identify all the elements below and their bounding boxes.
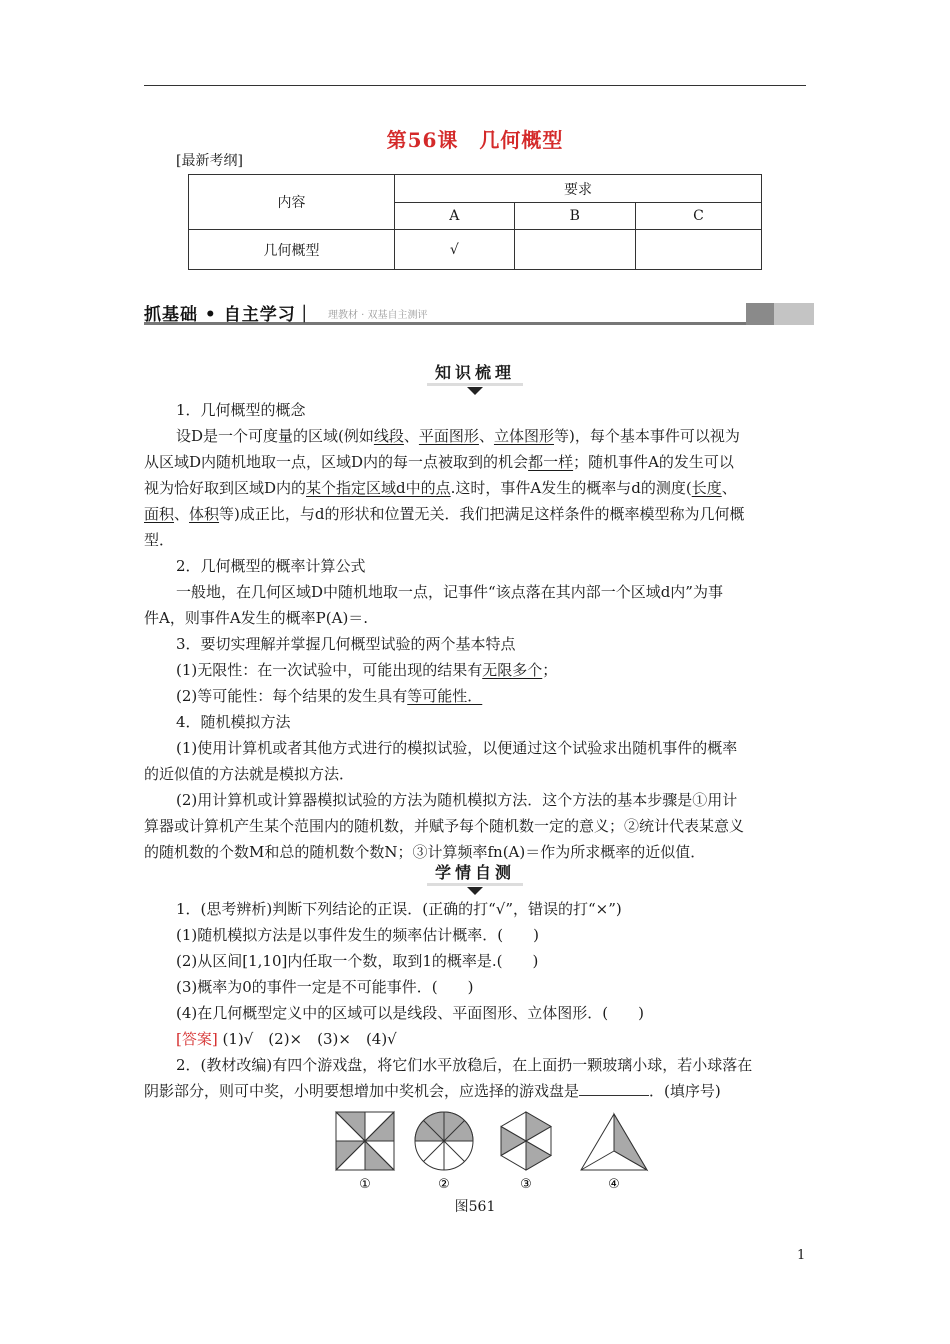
answer-text: (1)√ (2)× (3)× (4)√ — [222, 1030, 397, 1048]
k4-item1-line1: (1)使用计算机或者其他方式进行的模拟试验，以便通过这个试验求出随机事件的概率 — [176, 739, 738, 757]
board-label-2: ② — [438, 1177, 450, 1192]
row-label: 几何概型 — [189, 230, 395, 270]
requirements-table — [188, 174, 762, 270]
k1-title: 1．几何概型的概念 — [176, 401, 306, 419]
k2-line2: 件A，则事件A发生的概率P(A)＝. — [144, 609, 369, 627]
section-arrow-icon — [467, 887, 483, 895]
level-c: C — [636, 203, 762, 230]
section-selftest — [0, 860, 950, 895]
k4-item2-line2: 算器或计算机产生某个范围内的随机数，并赋予每个随机数一定的意义；②统计代表某意义 — [144, 817, 745, 835]
lesson-title: 第56课 几何概型 — [386, 128, 564, 152]
board-4-triangle — [581, 1114, 647, 1170]
board-label-4: ④ — [608, 1177, 620, 1192]
mark-c — [636, 230, 762, 270]
q1-item1: (1)随机模拟方法是以事件发生的频率估计概率．( ) — [176, 926, 539, 944]
level-a: A — [395, 203, 515, 230]
k1-line2: 从区域D内随机地取一点，区域D内的每一点被取到的机会都一样；随机事件A的发生可以 — [144, 453, 734, 471]
content-header: 内容 — [189, 175, 395, 230]
section-knowledge — [0, 360, 950, 395]
answer-line — [176, 1026, 814, 1052]
section-arrow-icon — [467, 387, 483, 395]
q1-item2: (2)从区间[1,10]内任取一个数，取到1的概率是.( ) — [176, 952, 539, 970]
section-underline — [427, 383, 523, 386]
outline-label: [最新考纲] — [176, 153, 243, 169]
mark-a: √ — [395, 230, 515, 270]
board-3-hexagon — [501, 1112, 551, 1170]
figure-caption: 图561 — [454, 1199, 496, 1215]
k2-line1: 一般地，在几何区域D中随机地取一点，记事件“该点落在其内部一个区域d内”为事 — [176, 583, 723, 601]
q2-line2: 阴影部分，则可中奖，小明要想增加中奖机会，应选择的游戏盘是 ．(填序号) — [144, 1082, 721, 1100]
board-1-square — [336, 1112, 394, 1170]
banner-block-dark — [746, 303, 774, 325]
top-rule — [144, 85, 806, 86]
k4-item2-line1: (2)用计算机或计算器模拟试验的方法为随机模拟方法．这个方法的基本步骤是①用计 — [176, 791, 738, 809]
k3-title: 3．要切实理解并掌握几何概型试验的两个基本特点 — [176, 635, 516, 653]
section-banner — [144, 300, 814, 326]
game-boards-figure — [334, 1110, 654, 1192]
k2-title: 2．几何概型的概率计算公式 — [176, 557, 366, 575]
answer-label: [答案] — [176, 1030, 218, 1048]
k3-item1: (1)无限性：在一次试验中，可能出现的结果有无限多个； — [176, 661, 558, 679]
q1-item4: (4)在几何概型定义中的区域可以是线段、平面图形、立体图形．( ) — [176, 1004, 644, 1022]
mark-b — [514, 230, 635, 270]
k1-line1: 设D是一个可度量的区域(例如线段、平面图形、立体图形等)，每个基本事件可以视为 — [176, 427, 740, 445]
q1-title: 1．(思考辨析)判断下列结论的正误．(正确的打“√”，错误的打“×”) — [176, 900, 622, 918]
q1-item3: (3)概率为0的事件一定是不可能事件．( ) — [176, 978, 474, 996]
k1-line5: 型． — [144, 531, 175, 549]
board-label-3: ③ — [520, 1177, 532, 1192]
k3-item2: (2)等可能性：每个结果的发生具有等可能性． — [176, 687, 483, 705]
k1-line3: 视为恰好取到区域D内的某个指定区域d中的点.这时，事件A发生的概率与d的测度(长度、 — [144, 479, 737, 497]
k4-title: 4．随机模拟方法 — [176, 713, 291, 731]
board-2-circle — [415, 1112, 473, 1170]
requirements-header: 要求 — [395, 175, 762, 203]
section-selftest-title: 学情自测 — [434, 863, 515, 882]
k4-item2-line3: 的随机数的个数M和总的随机数个数N；③计算频率fn(A)＝作为所求概率的近似值． — [144, 843, 706, 861]
answer-blank — [579, 1081, 649, 1096]
level-b: B — [514, 203, 635, 230]
k4-item1-line2: 的近似值的方法就是模拟方法． — [144, 765, 355, 783]
section-knowledge-title: 知识梳理 — [434, 363, 515, 382]
board-label-1: ① — [359, 1177, 371, 1192]
banner-block-light — [774, 303, 814, 325]
page-number: 1 — [797, 1248, 806, 1263]
q2-line1: 2．(教材改编)有四个游戏盘，将它们水平放稳后，在上面扔一颗玻璃小球，若小球落在 — [176, 1056, 753, 1074]
banner-subtitle: 理教材 · 双基自主测评 — [328, 310, 428, 321]
banner-title: 抓基础 • 自主学习｜ — [144, 305, 314, 325]
k1-line4: 面积、体积等)成正比，与d的形状和位置无关．我们把满足这样条件的概率模型称为几何概 — [144, 505, 745, 523]
section-underline — [427, 883, 523, 886]
